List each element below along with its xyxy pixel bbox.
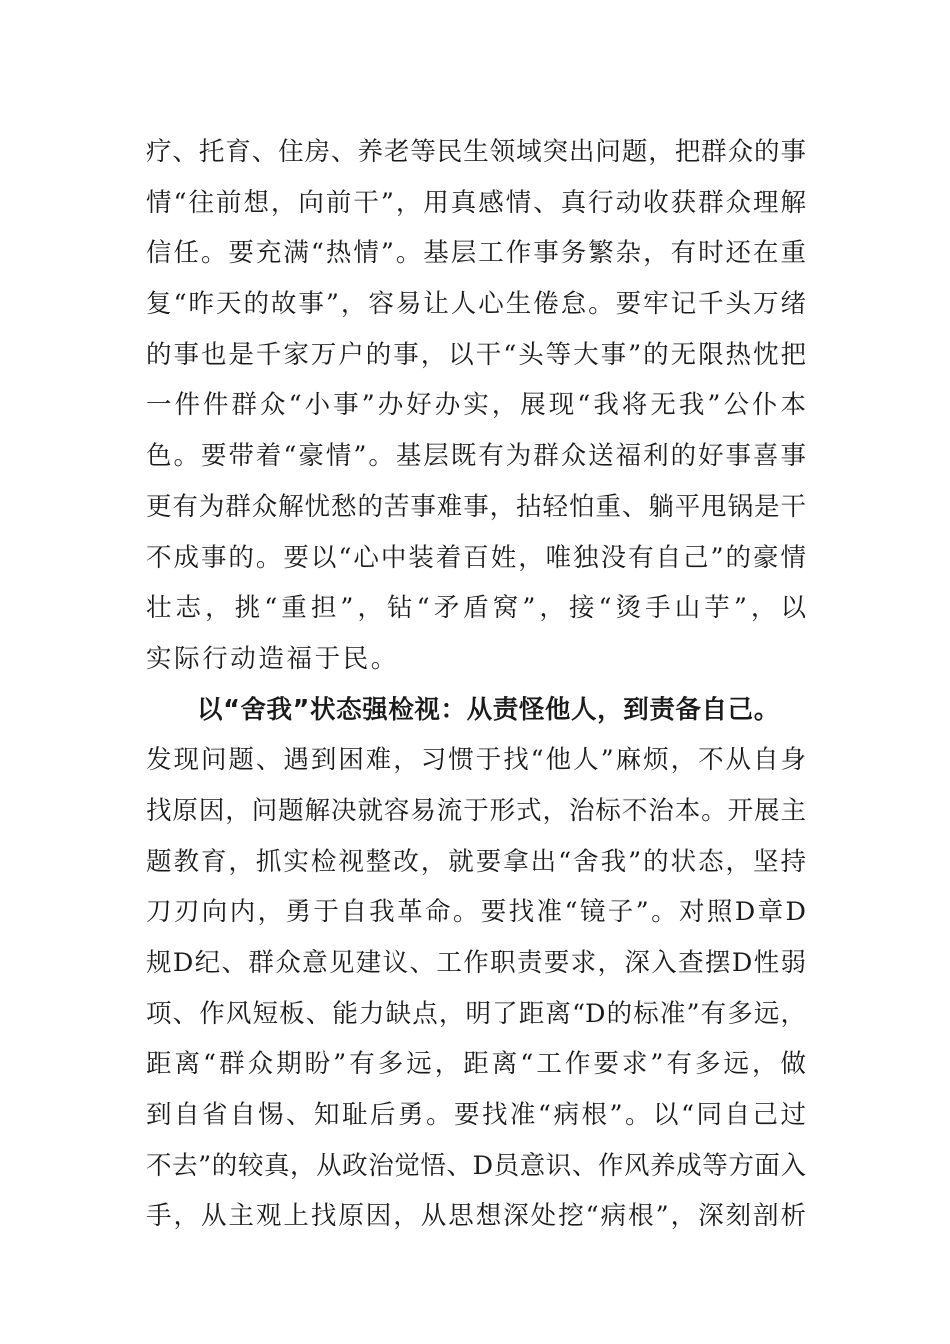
- paragraph-line: 项、作风短板、能力缺点，明了距离“D的标准”有多远，: [146, 998, 806, 1029]
- paragraph-line: 的事也是千家万户的事，以干“头等大事”的无限热忱把: [146, 339, 806, 370]
- paragraph-line: 到自省自惕、知耻后勇。要找准“病根”。以“同自己过: [146, 1100, 806, 1131]
- paragraph-line: 找原因，问题解决就容易流于形式，治标不治本。开展主: [146, 795, 806, 826]
- paragraph-line: 不去”的较真，从政治觉悟、D员意识、作风养成等方面入: [146, 1150, 806, 1181]
- paragraph-line: 复“昨天的故事”，容易让人心生倦怠。要牢记千头万绪: [146, 289, 806, 320]
- paragraph-line: 刀刃向内，勇于自我革命。要找准“镜子”。对照D章D: [146, 897, 806, 928]
- section-heading: 以“舍我”状态强检视：从责怪他人，到责备自己。: [197, 694, 780, 725]
- paragraph-line: 发现问题、遇到困难，习惯于找“他人”麻烦，不从自身: [146, 745, 806, 776]
- paragraph-line: 规D纪、群众意见建议、工作职责要求，深入查摆D性弱: [146, 948, 806, 978]
- paragraph-line: 情“往前想，向前干”，用真感情、真行动收获群众理解: [146, 187, 806, 218]
- paragraph-line: 色。要带着“豪情”。基层既有为群众送福利的好事喜事: [146, 441, 806, 472]
- paragraph-line: 手，从主观上找原因，从思想深处挖“病根”，深刻剖析: [146, 1201, 806, 1232]
- paragraph-line: 一件件群众“小事”办好办实，展现“我将无我”公仆本: [146, 390, 806, 421]
- paragraph-line: 信任。要充满“热情”。基层工作事务繁杂，有时还在重: [146, 238, 806, 269]
- paragraph-line: 壮志，挑“重担”，钻“矛盾窝”，接“烫手山芋”，以: [146, 593, 806, 624]
- paragraph-line: 题教育，抓实检视整改，就要拿出“舍我”的状态，坚持: [146, 846, 806, 877]
- paragraph-line: 距离“群众期盼”有多远，距离“工作要求”有多远，做: [146, 1049, 806, 1080]
- paragraph-line: 不成事的。要以“心中装着百姓，唯独没有自己”的豪情: [146, 542, 806, 573]
- document-body: [146, 127, 806, 1242]
- paragraph-line: 疗、托育、住房、养老等民生领域突出问题，把群众的事: [146, 137, 806, 167]
- paragraph-line: 更有为群众解忧愁的苦事难事，拈轻怕重、躺平甩锅是干: [146, 491, 806, 522]
- paragraph-line: 实际行动造福于民。: [146, 643, 399, 674]
